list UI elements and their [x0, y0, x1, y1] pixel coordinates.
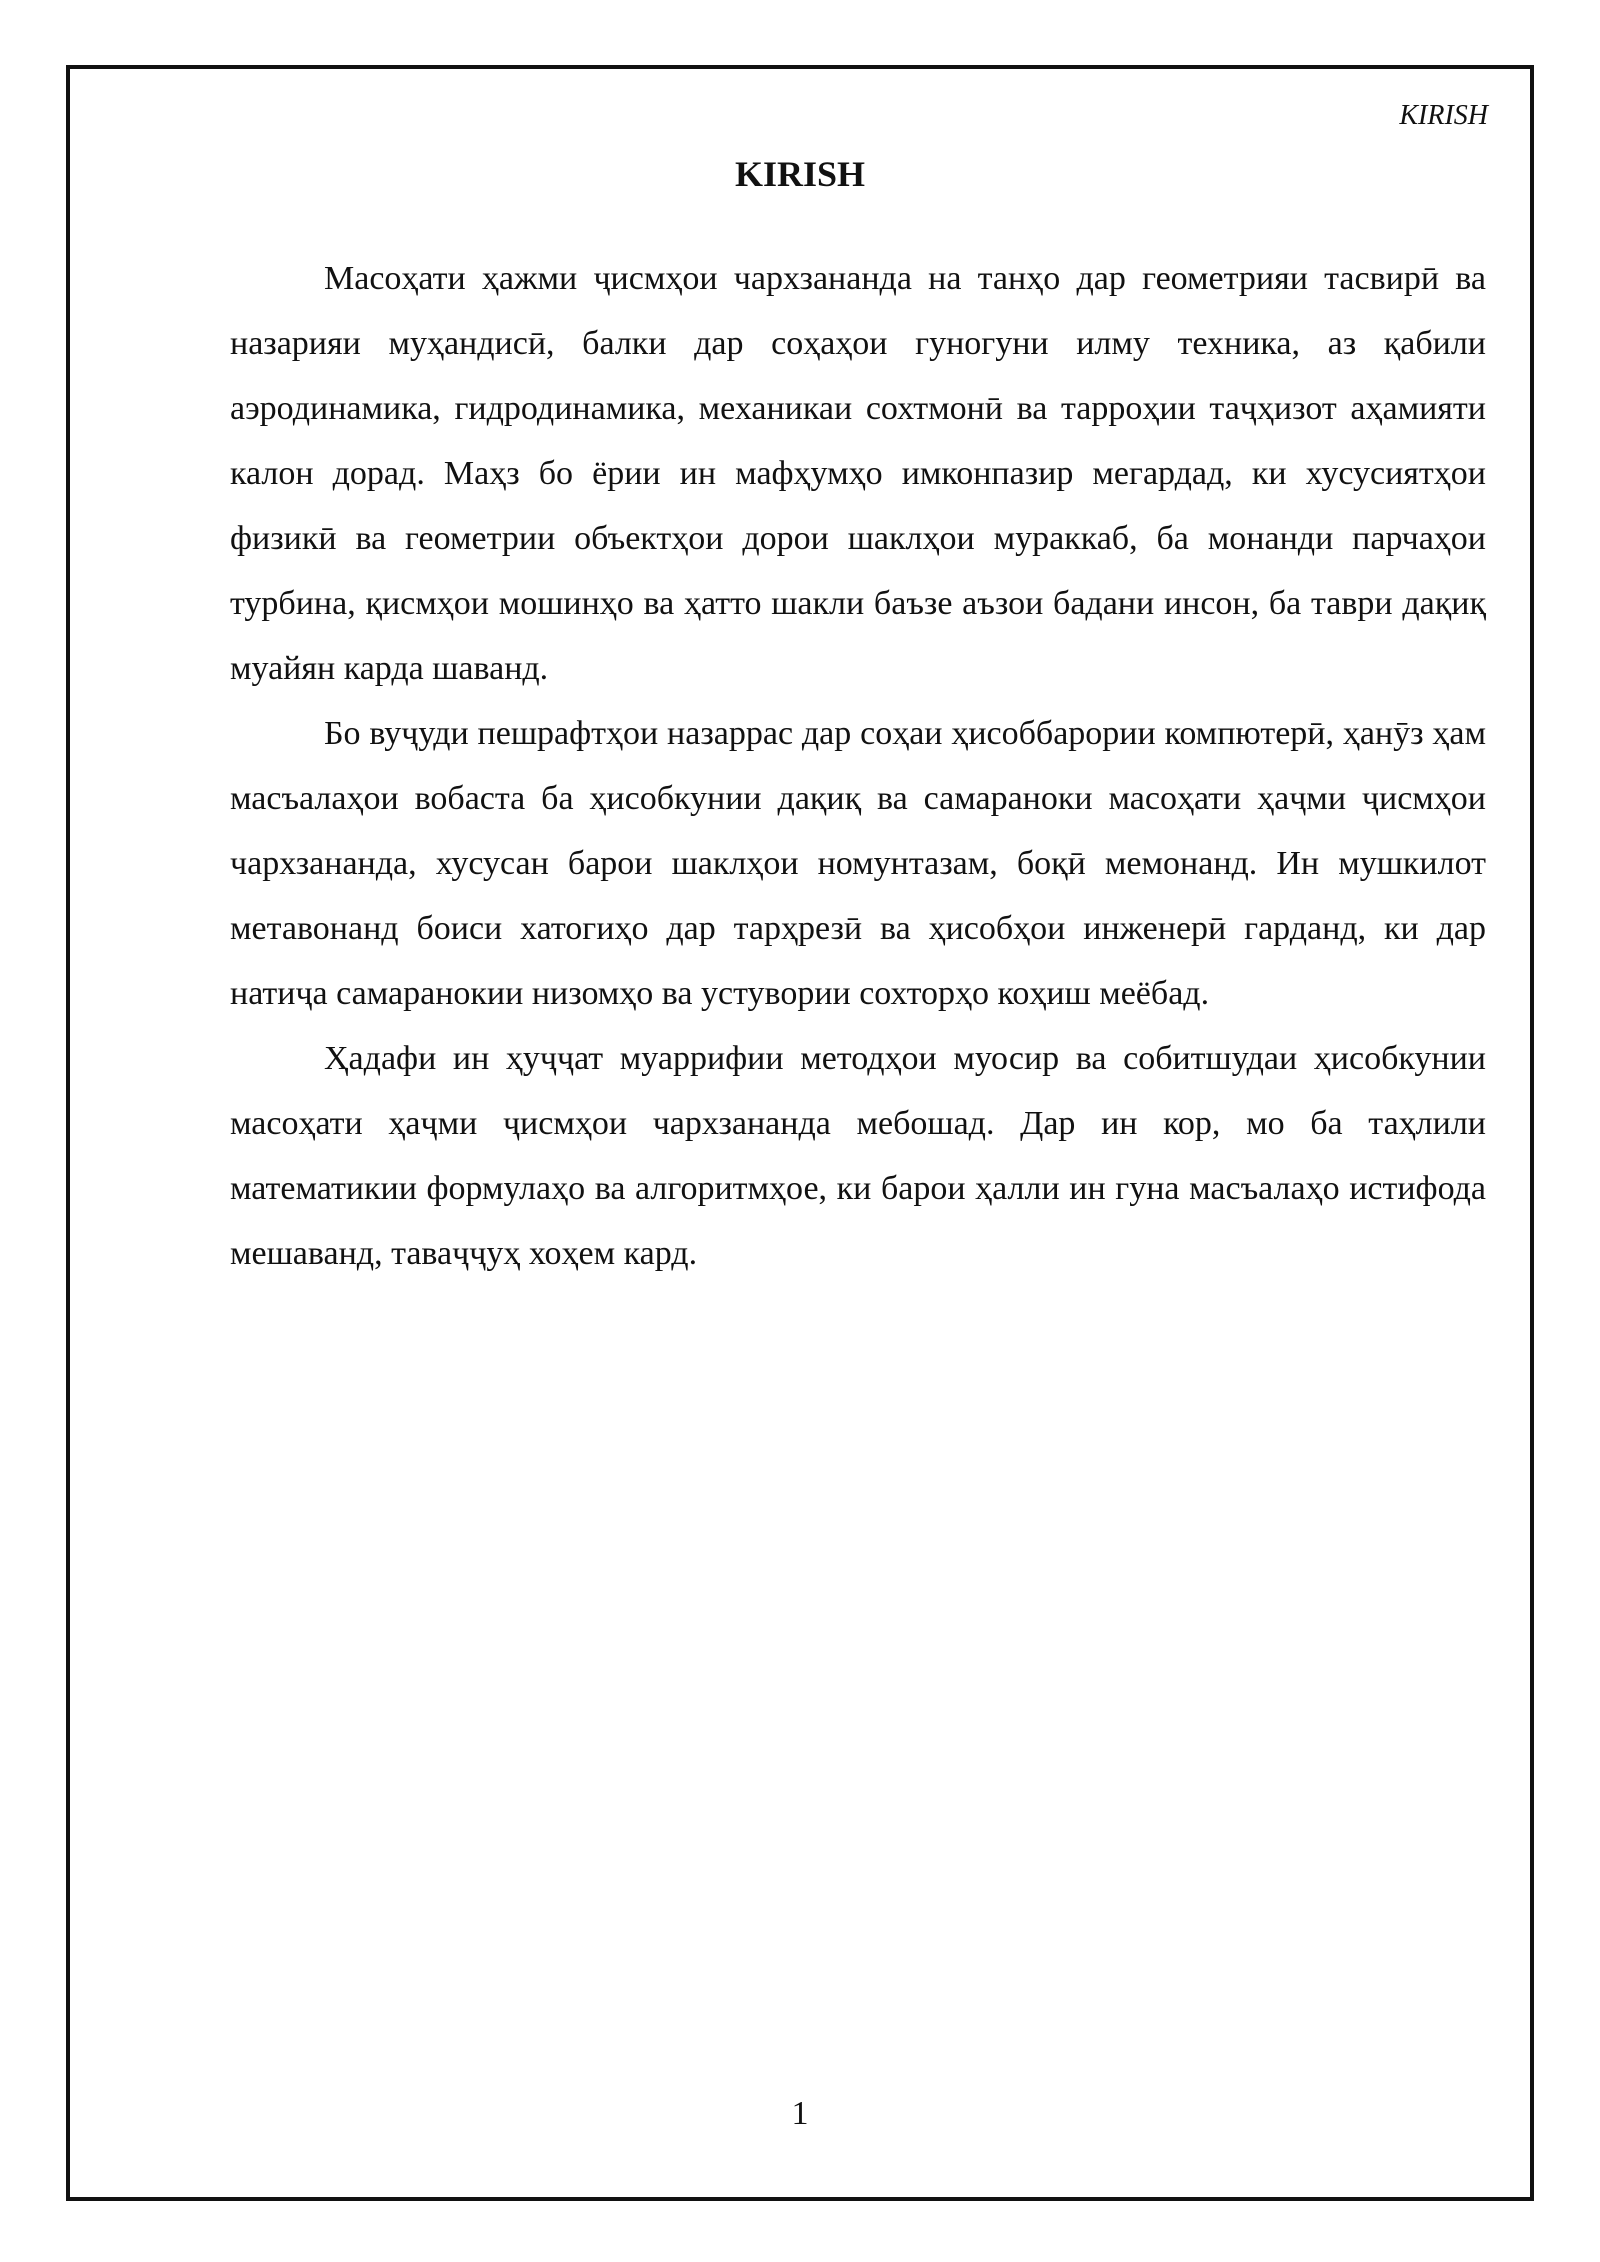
body-text	[230, 246, 1486, 1286]
paragraph-2: Бо вуҷуди пешрафтҳои назаррас дар соҳаи ҳисоббарории компютерӣ, ҳанӯз ҳам масъалаҳои вобаста ба ҳисобкунии дақиқ ва самараноки масоҳати ҳаҷми ҷисмҳои чархзананда, хусусан барои шаклҳои номунтазам, боқӣ мемонанд. Ин мушкилот метавонанд боиси хатогиҳо дар тарҳрезӣ ва ҳисобҳои инженерӣ гарданд, ки дар натиҷа самаранокии низомҳо ва устувории сохторҳо коҳиш меёбад.	[230, 715, 1486, 1012]
running-header: KIRISH	[1399, 100, 1488, 131]
section-title: KIRISH	[734, 154, 866, 194]
paragraph-1: Масоҳати ҳажми ҷисмҳои чархзананда на танҳо дар геометрияи тасвирӣ ва назарияи муҳандисӣ, балки дар соҳаҳои гуногуни илму техника, аз қабили аэродинамика, гидродинамика, механикаи сохтмонӣ ва тарроҳии таҷҳизот аҳамияти калон дорад. Маҳз бо ёрии ин мафҳумҳо имконпазир мегардад, ки хусусиятҳои физикӣ ва геометрии объектҳои дорои шаклҳои мураккаб, ба монанди парчаҳои турбина, қисмҳои мошинҳо ва ҳатто шакли баъзе аъзои бадани инсон, ба таври дақиқ муайян карда шаванд.	[230, 260, 1486, 687]
paragraph-3: Ҳадафи ин ҳуҷҷат муаррифии методҳои муосир ва собитшудаи ҳисобкунии масоҳати ҳаҷми ҷисмҳои чархзананда мебошад. Дар ин кор, мо ба таҳлили математикии формулаҳо ва алгоритмҳое, ки барои ҳалли ин гуна масъалаҳо истифода мешаванд, таваҷҷуҳ хоҳем кард.	[230, 1040, 1486, 1272]
page-number: 1	[791, 2095, 809, 2132]
